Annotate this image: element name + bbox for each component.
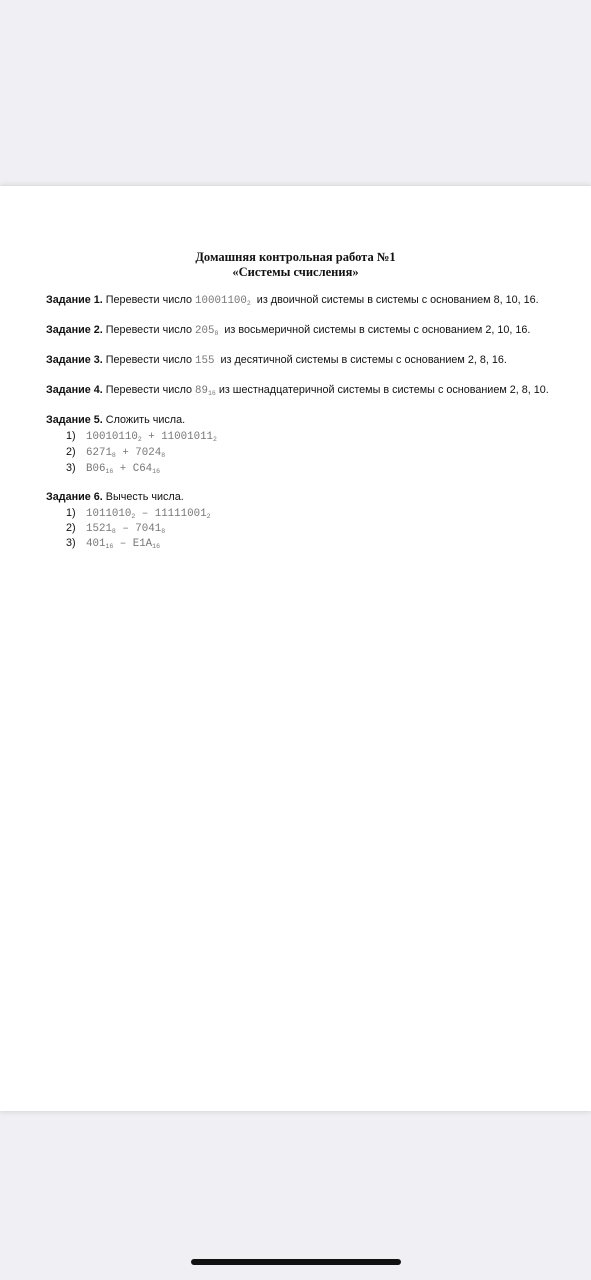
- task-4: [46, 384, 549, 397]
- task-number: $10001100_2$: [195, 295, 251, 307]
- document-page: [0, 186, 591, 1111]
- task-text: Перевести число: [105, 294, 193, 306]
- task-text: из шестнадцатеричной системы в системы с основанием 2, 8, 10.: [218, 384, 549, 396]
- task-label: Задание 6.: [46, 491, 103, 503]
- task-5: [46, 414, 185, 426]
- task-label: Задание 4.: [46, 384, 103, 396]
- task-text: из двоичной системы в системы с основанием 8, 10, 16.: [256, 294, 539, 306]
- task-1: [46, 294, 539, 307]
- list-item: 2) $6271_8 + 7024_8$: [66, 446, 166, 459]
- list-item: 3) $B06_{16} + C64_{16}$: [66, 462, 160, 475]
- list-item: 2) $1521_8 - 7041_8$: [66, 522, 166, 535]
- task-text: Перевести число: [105, 324, 193, 336]
- task-text: из десятичной системы в системы с основанием 2, 8, 16.: [220, 354, 507, 366]
- task-label: Задание 1.: [46, 294, 103, 306]
- list-item: 1) $10010110_2 + 11001011_2$: [66, 430, 217, 443]
- task-text: Сложить числа.: [105, 414, 186, 426]
- task-text: Вычесть числа.: [105, 491, 184, 503]
- task-text: из восьмеричной системы в системы с основанием 2, 10, 16.: [224, 324, 531, 336]
- task-number: 155: [195, 355, 215, 367]
- list-item: 1) $1011010_2 - 11111001_2$: [66, 507, 211, 520]
- task-3: [46, 354, 507, 367]
- task-label: Задание 5.: [46, 414, 103, 426]
- home-indicator[interactable]: [191, 1259, 401, 1265]
- task-2: [46, 324, 530, 337]
- task-label: Задание 3.: [46, 354, 103, 366]
- task-text: Перевести число: [105, 384, 193, 396]
- document-subtitle: «Системы счисления»: [232, 265, 359, 279]
- task-number: $205_8$: [195, 325, 219, 337]
- document-title: Домашняя контрольная работа №1: [195, 250, 396, 264]
- list-item: 3) $401_{16} - E1A_{16}$: [66, 537, 160, 550]
- task-number: $89_{16}$: [195, 385, 216, 397]
- task-6: [46, 491, 184, 503]
- task-label: Задание 2.: [46, 324, 103, 336]
- task-text: Перевести число: [105, 354, 193, 366]
